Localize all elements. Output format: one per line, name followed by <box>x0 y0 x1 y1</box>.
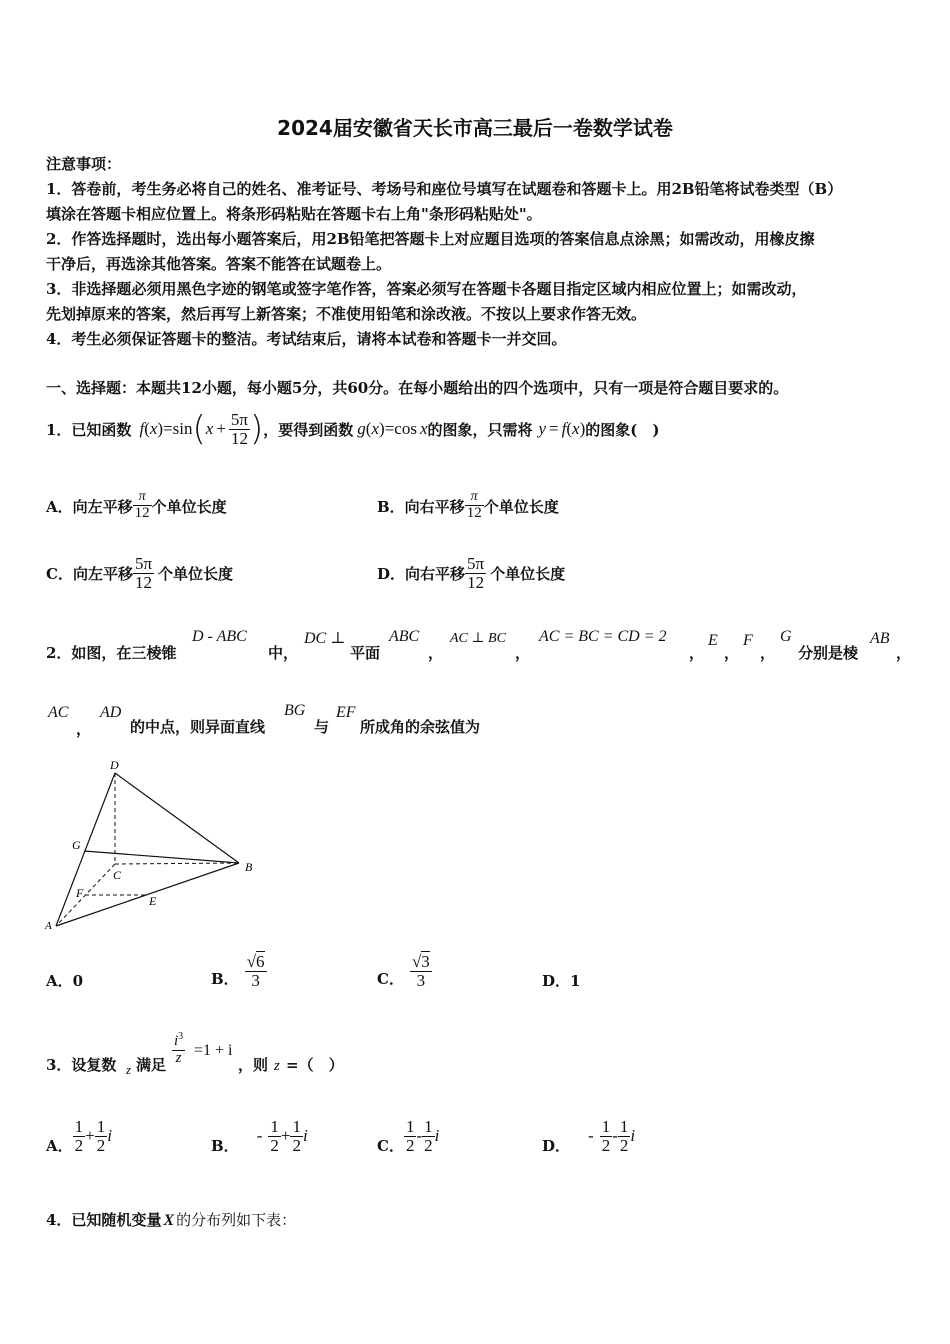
q3-option-a[interactable]: A． $\frac{1}{2}$ + $\frac{1}{2}$ i <box>46 1116 112 1155</box>
notice-line: 1．答卷前，考生务必将自己的姓名、准考证号、考场号和座位号填写在试题卷和答题卡上。用2B铅笔将试卷类型（B） <box>46 180 843 198</box>
q3-text: 满足 <box>136 1056 167 1074</box>
q1-cos: =cos <box>384 419 417 438</box>
q2-comma: ， <box>896 644 912 662</box>
q2-comma: ， <box>760 644 776 662</box>
q1-eq: = <box>549 419 559 438</box>
q2-text: 中， <box>268 644 299 662</box>
q1-option-c-fraction: $\frac{5\pi}{12}$ <box>134 553 153 592</box>
q3-z: z <box>126 1062 132 1077</box>
q2-tetra: D - ABC <box>192 628 247 645</box>
q1-option-d-fraction: $\frac{5\pi}{12}$ <box>467 553 485 592</box>
q4-tail: 的分布列如下表： <box>176 1211 297 1229</box>
q1-g: g <box>357 419 366 438</box>
edge-da <box>56 773 115 926</box>
label-b: B <box>245 860 253 874</box>
edge-cb <box>115 863 239 864</box>
question-4-stem <box>46 1209 296 1230</box>
q1-option-b[interactable]: B．向右平移 $\frac{\pi}{12}$ 个单位长度 <box>377 489 559 521</box>
notice-line: 3．非选择题必须用黑色字迹的钢笔或签字笔作答，答案必须写在答题卡各题目指定区域内相应位置上；如需改动， <box>46 280 807 298</box>
question-1-stem: 1．已知函数 f ( x ) =sin ( x + $\frac{5\pi}{12}$ ) ，要得到函数 g ( x ) =cos x 的图象，只需将 y = f ( x ) 的图象( ) <box>46 409 660 449</box>
tetrahedron-figure <box>40 756 270 936</box>
q2-text: 所成角的余弦值为 <box>360 718 481 736</box>
q2-lengths: AC = BC = CD = 2 <box>539 628 667 645</box>
q1-text2: 的图象，只需将 <box>427 420 533 439</box>
q2-text: 的中点，则异面直线 <box>130 718 266 736</box>
q1-x2: x <box>205 419 214 438</box>
q2-ad: AD <box>100 704 122 721</box>
q3-tail: =（ ） <box>286 1056 344 1074</box>
q2-e: E <box>708 632 718 649</box>
q2-comma: ， <box>515 644 531 662</box>
q3-option-b[interactable]: B． - $\frac{1}{2}$ + $\frac{1}{2}$ i <box>211 1116 308 1155</box>
notice-heading: 注意事项： <box>46 155 122 173</box>
q1-y: y <box>538 419 547 438</box>
label-d: D <box>110 758 119 772</box>
q2-ab: AB <box>870 630 890 647</box>
edge-ab <box>56 863 239 926</box>
q2-option-b[interactable]: B． $\frac{√6}{3}$ <box>211 951 265 990</box>
q1-number: 1．已知函数 <box>46 420 132 439</box>
q3-z3: z <box>274 1058 280 1074</box>
q2-text: 与 <box>314 718 330 736</box>
q2-text: 平面 <box>350 644 381 662</box>
q2-option-a[interactable]: A．0 <box>46 972 84 990</box>
q2-ac: AC <box>48 704 69 721</box>
q3-fraction: $\frac{i^3}{z}$ <box>174 1031 184 1066</box>
q2-bg: BG <box>284 702 306 719</box>
q3-text: ，则 <box>238 1056 269 1074</box>
page-title: 2024届安徽省天长市高三最后一卷数学试卷 <box>277 116 673 140</box>
q1-option-c[interactable]: C．向左平移 $\frac{5\pi}{12}$ 个单位长度 <box>46 553 234 592</box>
notice-line: 4．考生必须保证答题卡的整洁。考试结束后，请将本试卷和答题卡一并交回。 <box>46 330 567 348</box>
q2-comma: ， <box>428 644 444 662</box>
q1-f: f <box>139 419 145 438</box>
q3-option-c[interactable]: C． $\frac{1}{2}$ - $\frac{1}{2}$ i <box>377 1116 440 1155</box>
notice-line: 2．作答选择题时，选出每小题答案后，用2B铅笔把答题卡上对应题目选项的答案信息点涂黑；如需改动，用橡皮擦 <box>46 230 815 248</box>
q2-option-c[interactable]: C． $\frac{√3}{3}$ <box>377 951 430 990</box>
q2-option-b-fraction: $\frac{√6}{3}$ <box>246 951 265 990</box>
edge-db <box>115 773 239 863</box>
q1-tail: 的图象( ) <box>585 420 660 439</box>
q1-option-d[interactable]: D．向右平移 $\frac{5\pi}{12}$ 个单位长度 <box>377 553 566 592</box>
q3-option-d[interactable]: D． - $\frac{1}{2}$ - $\frac{1}{2}$ i <box>542 1116 636 1155</box>
segment-gb <box>84 851 239 863</box>
label-a: A <box>45 920 52 932</box>
q1-option-b-fraction: $\frac{\pi}{12}$ <box>466 489 482 521</box>
q1-option-a[interactable]: A．向左平移 $\frac{\pi}{12}$ 个单位长度 <box>46 489 227 521</box>
q2-ac-perp-bc: AC ⊥ BC <box>450 631 506 646</box>
q3-number: 3．设复数 <box>46 1056 117 1074</box>
q1-x3: x <box>572 419 580 438</box>
q4-number: 4．已知随机变量 <box>46 1211 162 1229</box>
q1-x: x <box>149 419 158 438</box>
q2-dc-perp: DC ⊥ <box>304 630 346 647</box>
notice-line: 干净后，再选涂其他答案。答案不能答在试题卷上。 <box>46 255 392 273</box>
q1-gx: x <box>371 419 380 438</box>
q1-fraction: $\frac{5\pi}{12}$ <box>230 409 249 448</box>
label-e: E <box>149 894 157 908</box>
label-c: C <box>113 868 122 882</box>
notice-line: 先划掉原来的答案，然后再写上新答案；不准使用铅笔和涂改液。不按以上要求作答无效。 <box>46 305 647 323</box>
q2-option-d[interactable]: D．1 <box>542 972 581 990</box>
q2-f: F <box>743 632 753 649</box>
q1-f2: f <box>561 419 567 438</box>
q2-option-c-fraction: $\frac{√3}{3}$ <box>411 951 430 990</box>
q1-plus: + <box>216 419 226 438</box>
label-f: F <box>76 886 84 900</box>
q2-g: G <box>780 628 792 645</box>
q2-text: 分别是棱 <box>798 644 859 662</box>
q2-comma: ， <box>724 644 740 662</box>
label-g: G <box>72 838 81 852</box>
q1-cosx: x <box>419 419 428 438</box>
q2-ef: EF <box>336 704 356 721</box>
q1-sin: =sin <box>163 419 193 438</box>
q4-x: X <box>163 1212 175 1229</box>
section-heading: 一、选择题：本题共12小题，每小题5分，共60分。在每小题给出的四个选项中，只有一项是符合题目要求的。 <box>46 379 789 397</box>
q3-rhs: =1 + i <box>194 1042 233 1059</box>
q2-abc: ABC <box>389 628 420 645</box>
q2-comma: ， <box>689 644 705 662</box>
q2-number: 2．如图，在三棱锥 <box>46 644 177 662</box>
notice-line: 填涂在答题卡相应位置上。将条形码粘贴在答题卡右上角"条形码粘贴处"。 <box>46 205 542 223</box>
q1-option-a-fraction: $\frac{\pi}{12}$ <box>134 489 150 521</box>
q2-comma: ， <box>76 720 92 738</box>
q1-text: ，要得到函数 <box>263 420 354 439</box>
